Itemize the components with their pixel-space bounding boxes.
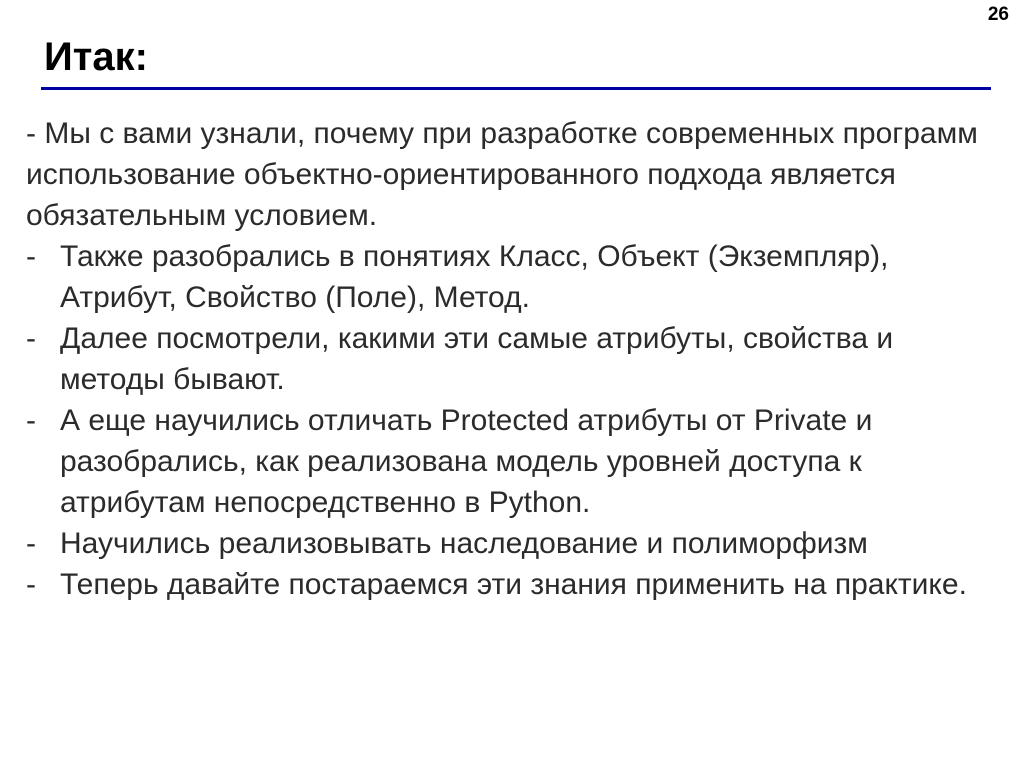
list-item-text: Теперь давайте постараемся эти знания применить на практике.: [60, 568, 967, 601]
bullet-dash: -: [26, 322, 36, 355]
bullet-dash: -: [26, 240, 36, 273]
slide-title: Итак:: [44, 35, 148, 79]
bullet-list: [26, 236, 1001, 605]
list-item-text: А еще научились отличать Protected атрибуты от Private и разобрались, как реализована модель уровней доступа к атрибутам непосредственно в Python.: [60, 404, 873, 519]
list-item-text: Также разобрались в понятиях Класс, Объект (Экземпляр), Атрибут, Свойство (Поле), Метод.: [60, 240, 889, 314]
bullet-dash: -: [26, 568, 36, 601]
bullet-dash: -: [26, 527, 36, 560]
list-item: [26, 236, 1001, 318]
list-item: [26, 400, 1001, 523]
slide-body: [26, 113, 1001, 605]
intro-paragraph: - Мы с вами узнали, почему при разработке современных программ использование объектно-ориентированного подхода является обязательным условием.: [26, 117, 978, 232]
title-underline: [41, 87, 991, 90]
list-item: [26, 564, 1001, 605]
list-item-text: Научились реализовывать наследование и полиморфизм: [60, 527, 868, 560]
bullet-dash: -: [26, 404, 36, 437]
list-item: [26, 523, 1001, 564]
list-item: [26, 318, 1001, 400]
list-item-text: Далее посмотрели, какими эти самые атрибуты, свойства и методы бывают.: [60, 322, 894, 396]
slide-number: 26: [987, 4, 1009, 25]
